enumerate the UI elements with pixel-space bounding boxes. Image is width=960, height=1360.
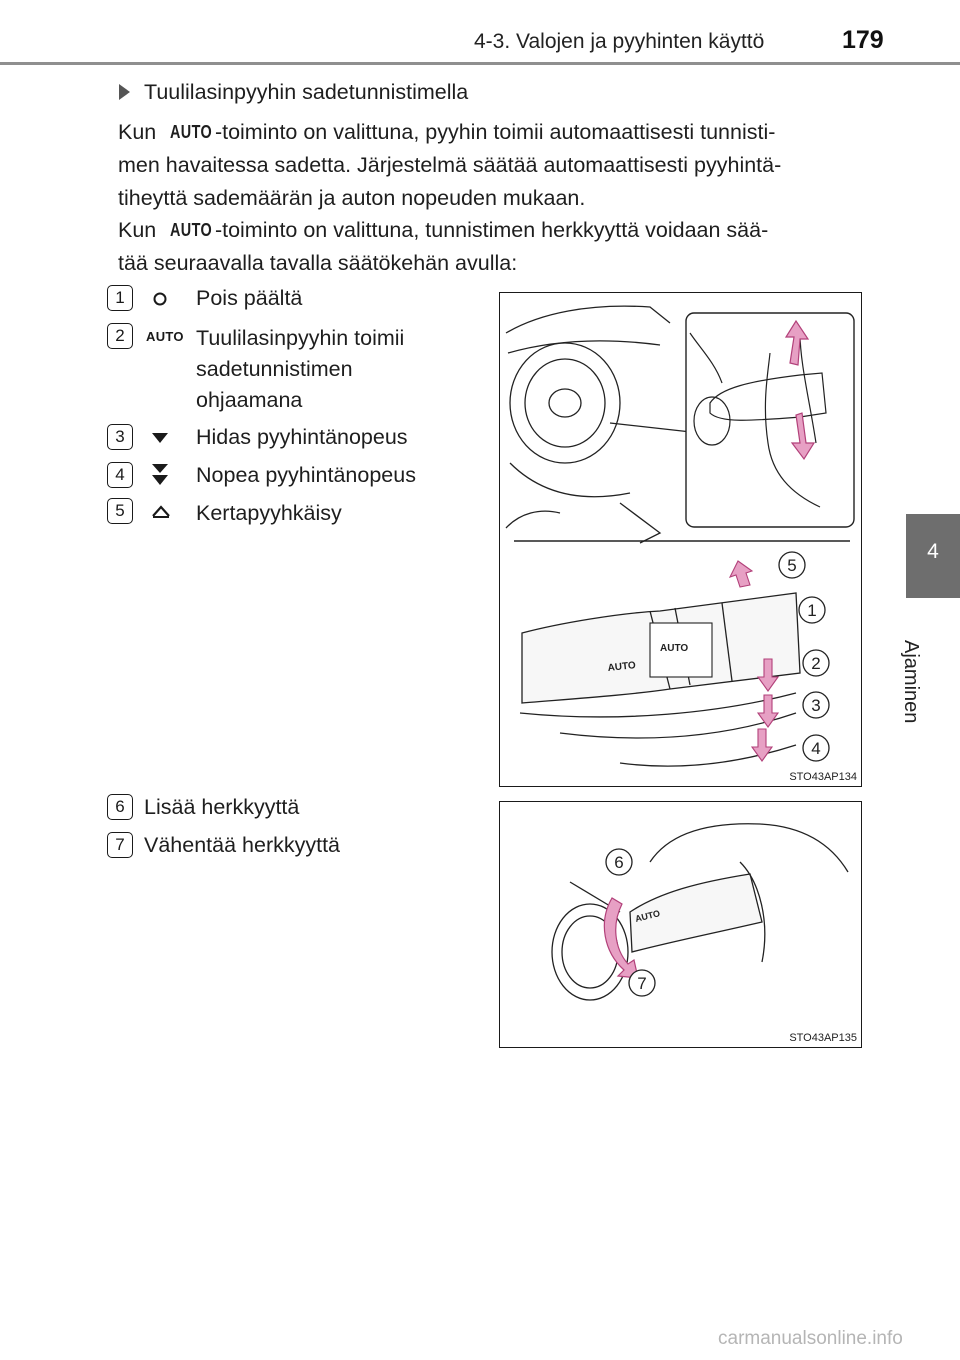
item-text: Kertapyyhkäisy xyxy=(196,501,342,525)
item-number-badge: 4 xyxy=(107,462,133,488)
item-text: Vähentää herkkyyttä xyxy=(144,833,341,857)
figure-code: STO43AP135 xyxy=(789,1032,857,1044)
callout-label: 4 xyxy=(811,739,821,758)
sensitivity-ring-illustration xyxy=(500,802,861,1047)
up-chevron-icon xyxy=(150,503,172,521)
switch-auto-label: AUTO xyxy=(607,660,637,674)
para1-start: Kun xyxy=(118,120,157,144)
figure-sensitivity-ring xyxy=(499,801,862,1048)
chapter-title: Ajaminen xyxy=(900,640,922,724)
switch-auto-label: AUTO xyxy=(634,908,662,924)
para2-line1-rest: -toiminto on valittuna, tunnistimen herkkyyttä voidaan sää- xyxy=(214,218,769,242)
section-header-title: 4-3. Valojen ja pyyhinten käyttö xyxy=(474,30,765,53)
paragraph-1-line-1 xyxy=(118,116,858,149)
watermark: carmanualsonline.info xyxy=(718,1328,903,1349)
para2-start: Kun xyxy=(118,218,157,242)
item-number-badge: 5 xyxy=(107,498,133,524)
paragraph-1-line-3: tiheyttä sademäärän ja auton nopeuden mukaan. xyxy=(118,186,586,210)
item-text-line: Tuulilasinpyyhin toimii xyxy=(196,326,405,350)
auto-icon: AUTO xyxy=(146,329,184,344)
item-text: Lisää herkkyyttä xyxy=(144,795,300,819)
paragraph-2 xyxy=(118,214,858,280)
auto-icon: AUTO xyxy=(170,122,213,142)
figure-wiper-switch-overview xyxy=(499,292,862,787)
chapter-number: 4 xyxy=(927,540,939,563)
double-down-triangle-icon xyxy=(149,461,171,489)
off-circle-icon xyxy=(150,289,170,309)
auto-icon: AUTO xyxy=(170,220,213,240)
switch-auto-label: AUTO xyxy=(660,643,689,654)
callout-label: 6 xyxy=(614,853,624,872)
item-text-line: sadetunnistimen xyxy=(196,357,353,381)
item-text: Nopea pyyhintänopeus xyxy=(196,463,416,487)
paragraph-1-line-2: men havaitessa sadetta. Järjestelmä säätää automaattisesti pyyhintä- xyxy=(118,153,782,177)
item-number-badge: 6 xyxy=(107,794,133,820)
item-text: Hidas pyyhintänopeus xyxy=(196,425,408,449)
callout-label: 3 xyxy=(811,696,821,715)
item-number-badge: 3 xyxy=(107,424,133,450)
item-number-badge: 7 xyxy=(107,832,133,858)
page-number: 179 xyxy=(842,26,884,54)
para1-line1-rest: -toiminto on valittuna, pyyhin toimii automaattisesti tunnisti- xyxy=(214,120,776,144)
callout-label: 1 xyxy=(807,601,817,620)
paragraph-1 xyxy=(118,116,858,215)
paragraph-2-line-1 xyxy=(118,214,858,247)
header-rule xyxy=(0,62,960,65)
section-heading: Tuulilasinpyyhin sadetunnistimella xyxy=(144,80,469,104)
callout-label: 2 xyxy=(811,654,821,673)
figure-code: STO43AP134 xyxy=(789,771,857,783)
item-number-badge: 1 xyxy=(107,285,133,311)
callout-label: 7 xyxy=(637,974,647,993)
callout-label: 5 xyxy=(787,556,797,575)
bullet-arrow-icon xyxy=(119,84,130,100)
item-number-badge: 2 xyxy=(107,323,133,349)
wiper-switch-illustration xyxy=(500,293,861,786)
item-text: Pois päältä xyxy=(196,286,303,310)
item-text-multiline xyxy=(196,323,404,416)
single-down-triangle-icon xyxy=(149,429,171,447)
paragraph-2-line-2: tää seuraavalla tavalla säätökehän avulla: xyxy=(118,251,518,275)
item-text-line: ohjaamana xyxy=(196,388,303,412)
